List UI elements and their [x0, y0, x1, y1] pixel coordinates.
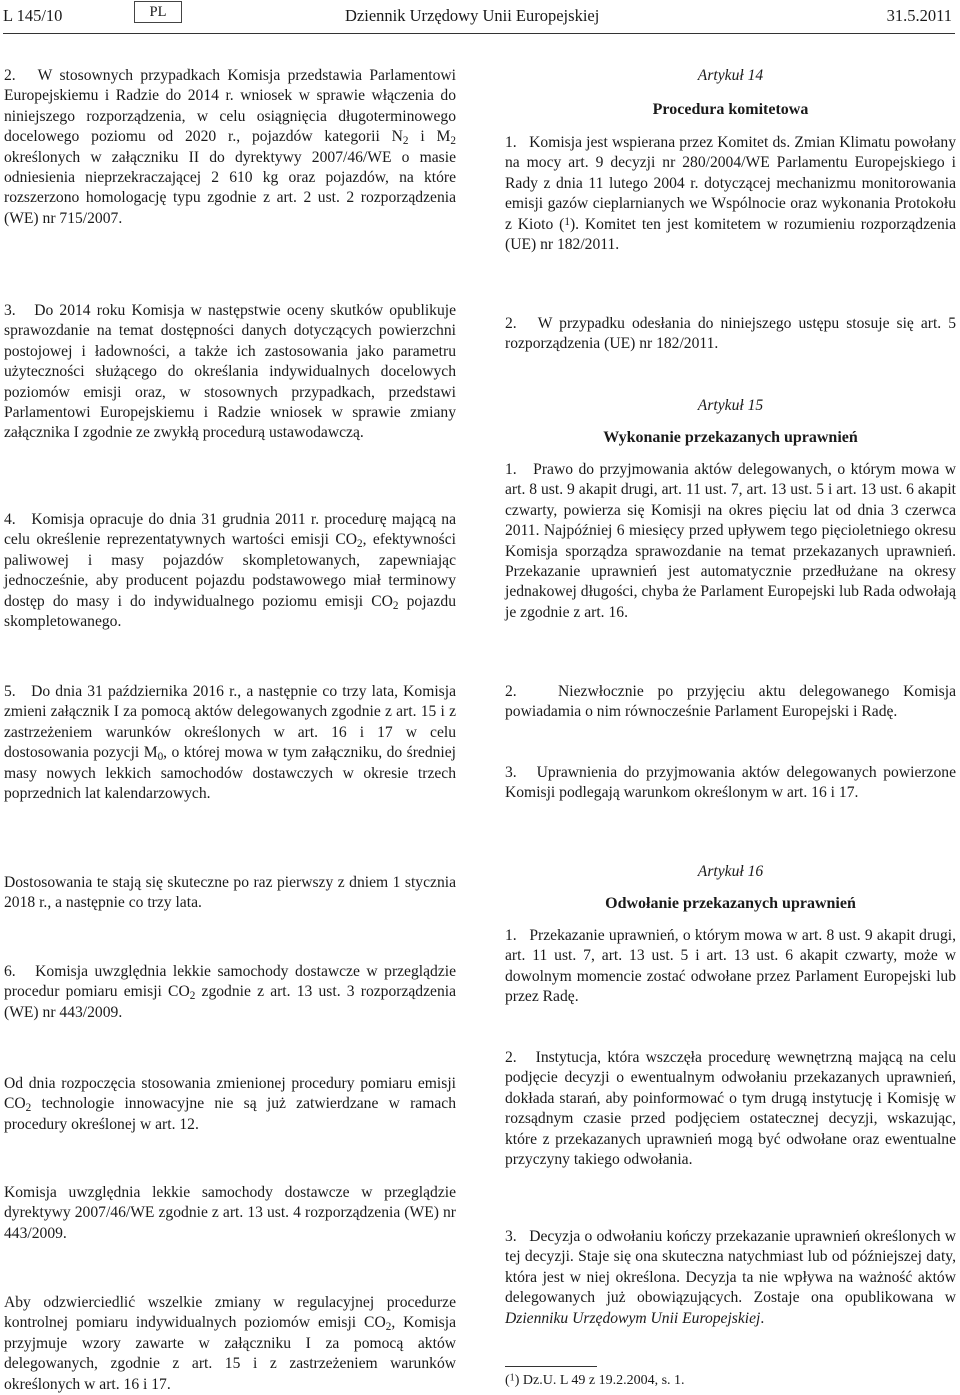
- paragraph-6: 6. Komisja uwzględnia lekkie samochody dostawcze w przeglądzie procedur pomiaru emisji $CO_2$ zgodnie z art. 13 ust. 3 rozporządzenia (WE) nr 443/2009.: [4, 963, 457, 1021]
- article-15-paragraph-2: 2. Niezwłocznie po przyjęciu aktu delegowanego Komisja powiadamia o nim równocześnie Parlament Europejski i Radę.: [505, 683, 956, 721]
- paragraph-2: 2. W stosownych przypadkach Komisja przedstawia Parlamentowi Europejskiemu i Radzie do 2014 r. wniosek w sprawie włączenia do niniejszego rozporządzenia, w celu osiągnięcia długoterminowego docelowego poziomu od 2020 r., pojazdów kategorii $N_2$ i $M_2$ określonych w załączniku II do dyrektywy 2007/46/WE o masie odniesienia nieprzekraczającej 2 610 kg oraz pojazdów, na które rozszerzono homologację typu zgodnie z art. 2 ust. 2 rozporządzenia (WE) nr 715/2007.: [4, 67, 456, 227]
- article-14-title: Procedura komitetowa: [652, 101, 809, 118]
- article-16-title: Odwołanie przekazanych uprawnień: [605, 895, 856, 912]
- page-header: [0, 0, 960, 32]
- header-rule: [3, 33, 955, 34]
- article-16-paragraph-2: 2. Instytucja, która wszczęła procedurę wewnętrzną mającą na celu podjęcie decyzji o ewentualnym odwołaniu przekazanych uprawnień, dokłada starań, aby poinformować o tym drugą instytucję i Komisję w rozsądnym czasie przed podjęciem ostatecznej decyzji, wskazując, które z przekazanych uprawnień mogą być odwołane oraz ewentualne przyczyny takiego odwołania.: [505, 1049, 956, 1169]
- article-16-label: Artykuł 16: [697, 863, 764, 880]
- article-14-paragraph-1: 1. Komisja jest wspierana przez Komitet ds. Zmian Klimatu powołany na mocy art. 9 decyzji nr 280/2004/WE Parlamentu Europejskiego i Rady z dnia 11 lutego 2004 r. dotyczącej mechanizmu monitorowania emisji gazów cieplarnianych we Wspólnocie oraz wykonania Protokołu z Kioto ($^1$). Komitet ten jest komitetem w rozumieniu rozporządzenia (UE) nr 182/2011.: [505, 134, 956, 254]
- article-15-title: Wykonanie przekazanych uprawnień: [603, 429, 858, 446]
- article-16-paragraph-3: 3. Decyzja o odwołaniu kończy przekazanie uprawnień określonych w tej decyzji. Staje się ona skuteczna natychmiast lub od późniejszej daty, która jest w niej określona. Decyzja ta nie wpływa na ważność aktów delegowanych już obowiązujących. Zostaje ona opublikowana w Dzienniku Urzędowym Unii Europejskiej.: [505, 1228, 956, 1327]
- paragraph-6-subparagraph-3: Komisja uwzględnia lekkie samochody dostawcze w przeglądzie dyrektywy 2007/46/WE zgodnie z art. 13 ust. 4 rozporządzenia (WE) nr 443/2009.: [4, 1184, 456, 1242]
- paragraph-5: 5. Do dnia 31 października 2016 r., a następnie co trzy lata, Komisja zmieni załącznik I za pomocą aktów delegowanych zgodnie z art. 15 i z zastrzeżeniem warunków określonych w art. 16 i 17 w celu dostosowania pozycji $M_0$, o której mowa w tym załączniku, do średniej masy nowych lekkich samochodów dostawczych w okresie trzech poprzednich lat kalendarzowych.: [4, 683, 456, 803]
- paragraph-5-subparagraph: Dostosowania te stają się skuteczne po raz pierwszy z dniem 1 stycznia 2018 r., a następnie co trzy lata.: [4, 874, 456, 912]
- paragraph-3: 3. Do 2014 roku Komisja w następstwie oceny skutków opublikuje sprawozdanie na temat dostępności danych dotyczących powierzchni postojowej i ładowności, a także ich zastosowania jako parametru użyteczności służącego do określania indywidualnych docelowych poziomów emisji oraz, w stosownych przypadkach, przedstawi Parlamentowi Europejskiemu i Radzie wniosek w sprawie zmiany załącznika I zgodnie ze zwykłą procedurą ustawodawczą.: [4, 302, 456, 442]
- footnote-rule: [505, 1366, 597, 1367]
- paragraph-6-subparagraph-2: Od dnia rozpoczęcia stosowania zmienionej procedury pomiaru emisji $CO_2$ technologie innowacyjne nie są już zatwierdzane w ramach procedury określonej w art. 12.: [4, 1075, 456, 1133]
- article-14-paragraph-2: 2. W przypadku odesłania do niniejszego ustępu stosuje się art. 5 rozporządzenia (UE) nr 182/2011.: [505, 315, 956, 353]
- page-reference: L 145/10: [3, 6, 63, 25]
- paragraph-4: 4. Komisja opracuje do dnia 31 grudnia 2011 r. procedurę mającą na celu określenie reprezentatywnych wartości emisji $CO_2$, efektywności paliwowej i masy pojazdów skompletowanych, zapewniając jednocześnie, aby producent pojazdu podstawowego miał terminowy dostęp do masy i do indywidualnego poziomu emisji $CO_2$ pojazdu skompletowanego.: [4, 511, 456, 631]
- paragraph-6-subparagraph-4: Aby odzwierciedlić wszelkie zmiany w regulacyjnej procedurze kontrolnej pomiaru indywidualnych poziomów emisji $CO_2$, Komisja przyjmuje wzory zawarte w załączniku I za pomocą aktów delegowanych, zgodnie z art. 15 i z zastrzeżeniem warunków określonych w art. 16 i 17.: [4, 1294, 456, 1393]
- article-16-paragraph-1: 1. Przekazanie uprawnień, o którym mowa w art. 8 ust. 9 akapit drugi, art. 11 ust. 7, art. 13 ust. 5 i art. 13 ust. 6 akapit czwarty, może w dowolnym momencie zostać odwołane przez Parlament Europejski lub przez Radę.: [505, 927, 956, 1006]
- article-15-paragraph-3: 3. Uprawnienia do przyjmowania aktów delegowanych powierzone Komisji podlegają warunkom określonym w art. 16 i 17.: [505, 764, 956, 802]
- article-14-label: Artykuł 14: [697, 67, 764, 84]
- footnote-1: ($^1$) Dz.U. L 49 z 19.2.2004, s. 1.: [505, 1372, 685, 1388]
- article-15-paragraph-1: 1. Prawo do przyjmowania aktów delegowanych, o którym mowa w art. 8 ust. 9 akapit drugi, art. 11 ust. 7, art. 13 ust. 5 i art. 13 ust. 6 akapit czwarty, powierza się Komisji na okres pięciu lat od dnia 3 czerwca 2011. Najpóźniej 6 miesięcy przed upływem tego pięcioletniego okresu Komisja sporządza sprawozdanie na temat przekazanych uprawnień. Przekazanie uprawnień jest automatycznie przedłużane na okresy jednakowej długości, chyba że Parlament Europejski lub Rada odwołają je zgodnie z art. 16.: [505, 461, 956, 621]
- publication-date: 31.5.2011: [886, 6, 952, 25]
- language-badge: PL: [134, 1, 182, 23]
- journal-title: Dziennik Urzędowy Unii Europejskiej: [345, 6, 600, 25]
- article-15-label: Artykuł 15: [697, 397, 764, 414]
